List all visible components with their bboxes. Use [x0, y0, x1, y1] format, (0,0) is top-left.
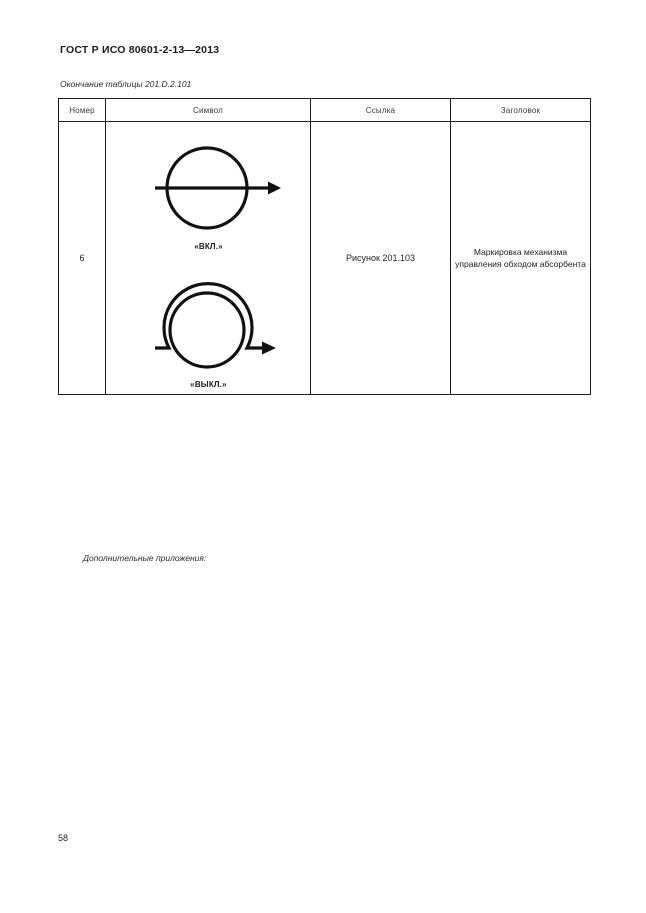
- cell-title: Маркировка механизма управления обходом абсорбента: [451, 122, 591, 395]
- cell-reference: Рисунок 201.103: [311, 122, 451, 395]
- circle-with-straight-arrow-through-icon: [129, 140, 289, 240]
- symbol-on-label: «ВКЛ.»: [194, 242, 223, 251]
- symbol-group: [106, 122, 311, 394]
- standard-header: ГОСТ Р ИСО 80601-2-13—2013: [60, 44, 220, 56]
- symbol-off: [106, 274, 311, 389]
- symbol-off-label: «ВЫКЛ.»: [190, 380, 227, 389]
- cell-symbol: [106, 122, 311, 395]
- table-row: [59, 122, 591, 395]
- cell-number: 6: [59, 122, 106, 395]
- column-header-reference: Ссылка: [311, 99, 451, 122]
- annex-note: Дополнительные приложения:: [83, 553, 207, 563]
- symbol-on: [106, 140, 311, 251]
- column-header-symbol: Символ: [106, 99, 311, 122]
- circle-with-bypass-arrow-around-icon: [129, 274, 289, 378]
- page-number: 58: [58, 833, 69, 843]
- column-header-title: Заголовок: [451, 99, 591, 122]
- table-header-row: [59, 99, 591, 122]
- column-header-number: Номер: [59, 99, 106, 122]
- table-caption: Окончание таблицы 201.D.2.101: [60, 79, 192, 89]
- symbols-table: [58, 98, 591, 395]
